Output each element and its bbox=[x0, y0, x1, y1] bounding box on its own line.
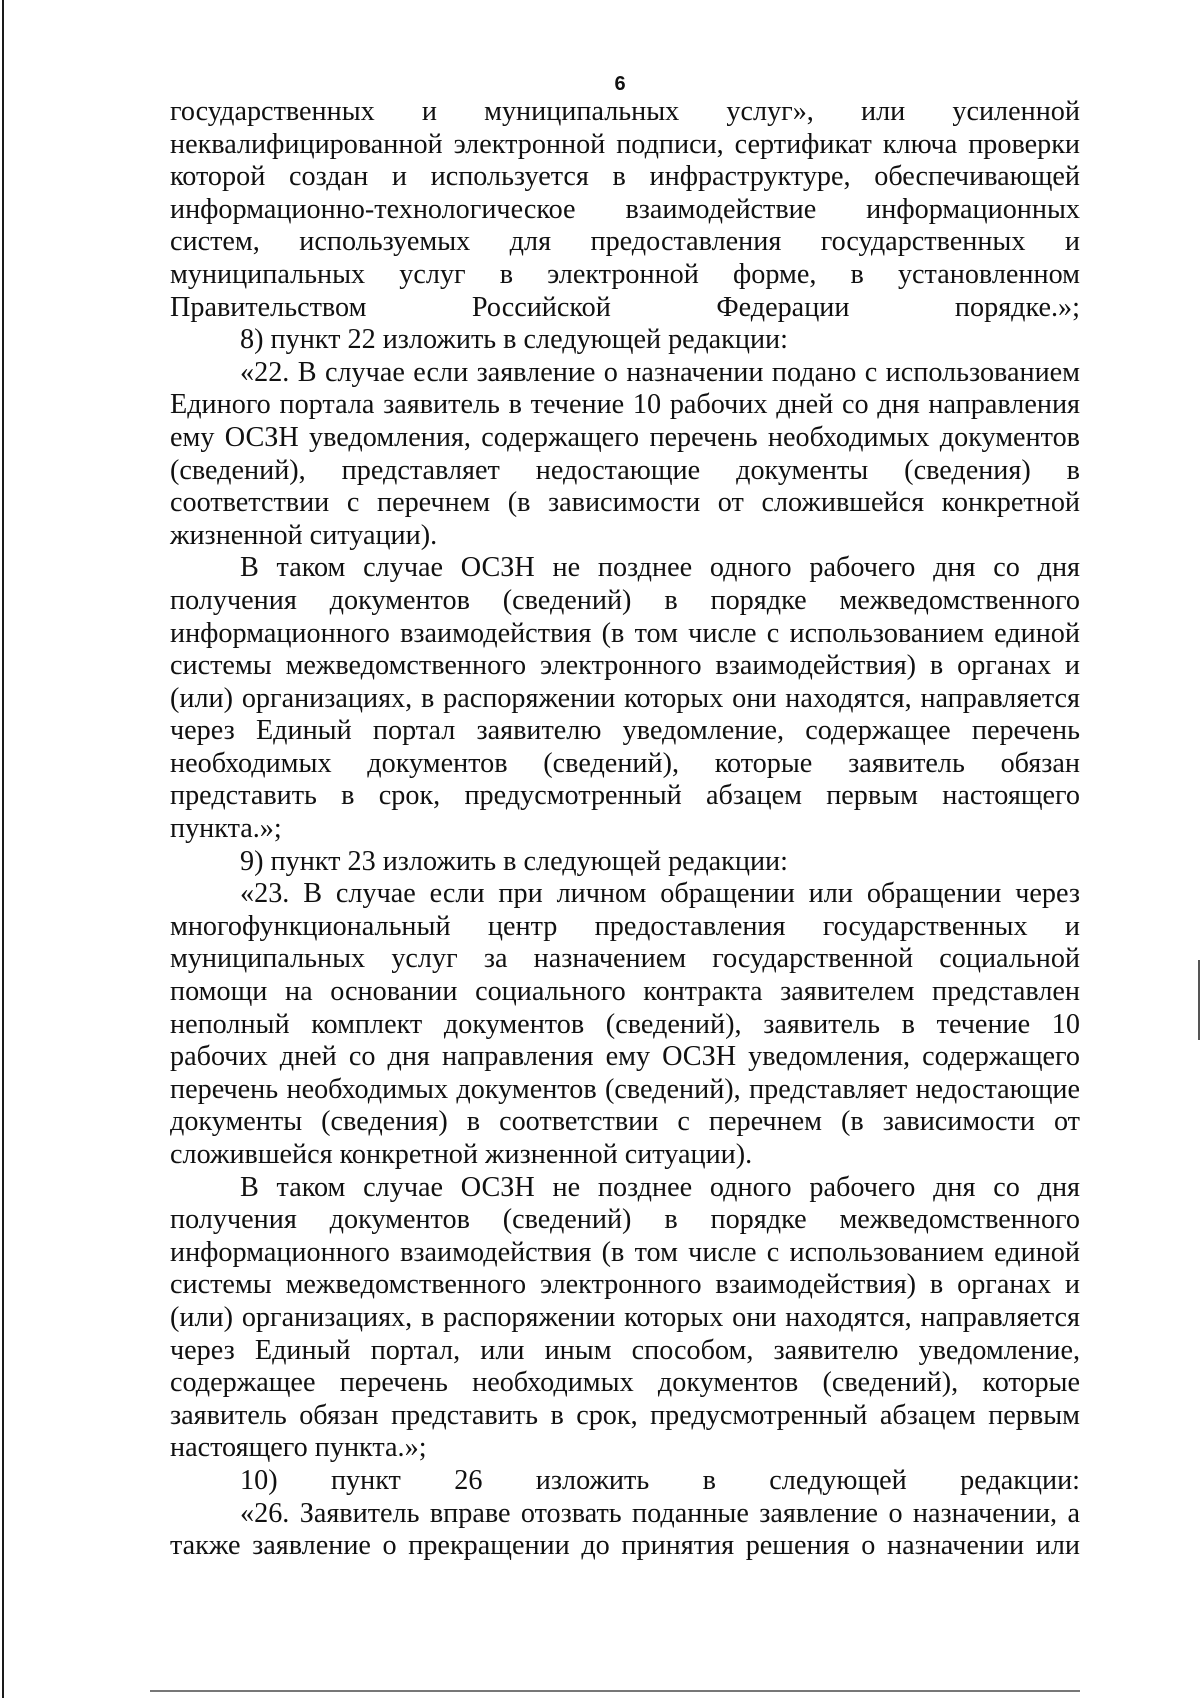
paragraph-item-9-heading: 9) пункт 23 изложить в следующей редакции: bbox=[240, 845, 788, 877]
paragraph-clause-23: «23. В случае если при личном обращении или обращении через многофункциональный центр предоставления государственных и муниципальных услуг за назначением государственной социальной помощи на основании социального контракта заявителем представлен неполный комплект документов (сведений), заявитель в течение 10 рабочих дней со дня направления ему ОСЗН уведомления, содержащего перечень необходимых документов (сведений), представляет недостающие документы (сведения) в соответствии с перечнем (в зависимости от сложившейся конкретной жизненной ситуации). bbox=[170, 878, 1080, 1170]
paragraph-clause-26: «26. Заявитель вправе отозвать поданные заявление о назначении, а также заявление о прекращении до принятия решения о назначении или bbox=[170, 1497, 1080, 1562]
paragraph-clause-23-second: В таком случае ОСЗН не позднее одного рабочего дня со дня получения документов (сведений) в порядке межведомственного информационного взаимодействия (в том числе с использованием единой системы межведомственного электронного взаимодействия) в органах и (или) организациях, в распоряжении которых они находятся, направляется через Единый портал, или иным способом, заявителю уведомление, содержащее перечень необходимых документов (сведений), которые заявитель обязан представить в срок, предусмотренный абзацем первым настоящего пункта.»; bbox=[170, 1171, 1080, 1464]
paragraph-item-10-heading: 10) пункт 26 изложить в следующей редакции: bbox=[240, 1464, 1080, 1496]
paragraph-clause-22-second: В таком случае ОСЗН не позднее одного рабочего дня со дня получения документов (сведений) в порядке межведомственного информационного взаимодействия (в том числе с использованием единой системы межведомственного электронного взаимодействия) в органах и (или) организациях, в распоряжении которых они находятся, направляется через Единый портал заявителю уведомление, содержащее перечень необходимых документов (сведений), которые заявитель обязан представить в срок, предусмотренный абзацем первым настоящего пункта.»; bbox=[170, 552, 1080, 845]
page-number: 6 bbox=[614, 73, 626, 95]
paragraph-clause-22: «22. В случае если заявление о назначении подано с использованием Единого портала заявитель в течение 10 рабочих дней со дня направления ему ОСЗН уведомления, содержащего перечень необходимых документов (сведений), представляет недостающие документы (сведения) в соответствии с перечнем (в зависимости от сложившейся конкретной жизненной ситуации). bbox=[170, 356, 1080, 551]
paragraph-item-8-heading: 8) пункт 22 изложить в следующей редакции: bbox=[240, 324, 788, 356]
scan-edge-bottom bbox=[150, 1690, 1080, 1692]
paragraph-continuation-signature-clause: государственных и муниципальных услуг», или усиленной неквалифицированной электронной подписи, сертификат ключа проверки которой создан и используется в инфраструктуре, обеспечивающей информационно-технологическое взаимодействие информационных систем, используемых для предоставления государственных и муниципальных услуг в электронной форме, в установленном Правительством Российской Федерации порядке.»; bbox=[170, 96, 1080, 323]
scan-edge-left bbox=[2, 0, 4, 1698]
document-body bbox=[170, 96, 1080, 1563]
